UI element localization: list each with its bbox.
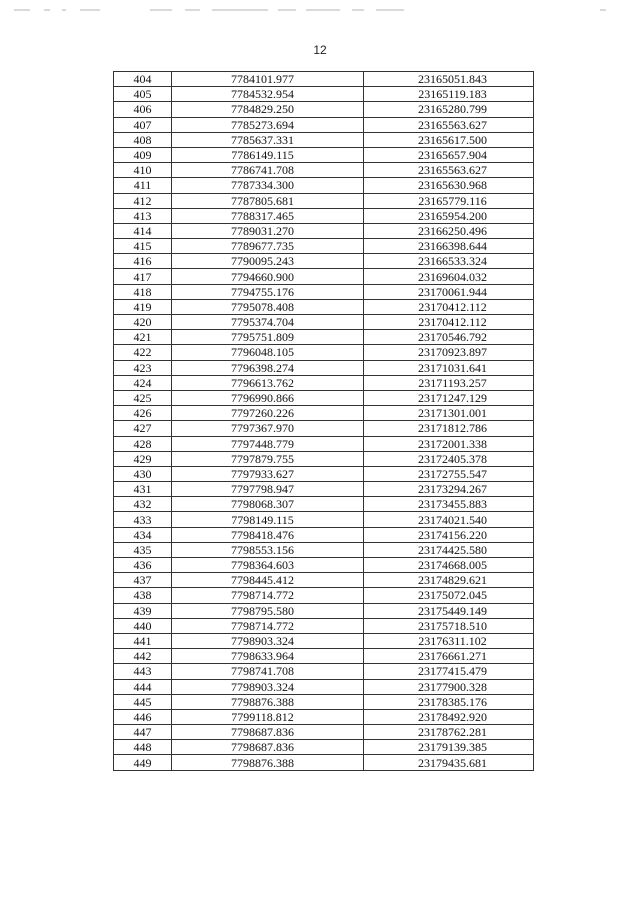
point-number-cell: 411 [114, 178, 172, 193]
point-number-cell: 408 [114, 132, 172, 147]
y-coordinate-cell: 23175072.045 [364, 588, 534, 603]
y-coordinate-cell: 23172755.547 [364, 466, 534, 481]
point-number-cell: 446 [114, 709, 172, 724]
y-coordinate-cell: 23165954.200 [364, 208, 534, 223]
y-coordinate-cell: 23165563.627 [364, 163, 534, 178]
point-number-cell: 428 [114, 436, 172, 451]
point-number-cell: 440 [114, 618, 172, 633]
y-coordinate-cell: 23172405.378 [364, 451, 534, 466]
x-coordinate-cell: 7787334.300 [172, 178, 364, 193]
table-row [114, 421, 534, 436]
point-number-cell: 426 [114, 406, 172, 421]
table-row [114, 375, 534, 390]
x-coordinate-cell: 7788317.465 [172, 208, 364, 223]
table-row [114, 573, 534, 588]
table-row [114, 603, 534, 618]
table-row [114, 223, 534, 238]
table-row [114, 72, 534, 87]
point-number-cell: 435 [114, 542, 172, 557]
x-coordinate-cell: 7795374.704 [172, 315, 364, 330]
x-coordinate-cell: 7789677.735 [172, 239, 364, 254]
table-row [114, 451, 534, 466]
table-row [114, 178, 534, 193]
x-coordinate-cell: 7798876.388 [172, 694, 364, 709]
y-coordinate-cell: 23175718.510 [364, 618, 534, 633]
x-coordinate-cell: 7798364.603 [172, 558, 364, 573]
point-number-cell: 415 [114, 239, 172, 254]
point-number-cell: 431 [114, 482, 172, 497]
x-coordinate-cell: 7795751.809 [172, 330, 364, 345]
x-coordinate-cell: 7785637.331 [172, 132, 364, 147]
y-coordinate-cell: 23178385.176 [364, 694, 534, 709]
x-coordinate-cell: 7798741.708 [172, 664, 364, 679]
point-number-cell: 409 [114, 147, 172, 162]
point-number-cell: 414 [114, 223, 172, 238]
y-coordinate-cell: 23165280.799 [364, 102, 534, 117]
table-row [114, 482, 534, 497]
table-row [114, 360, 534, 375]
coordinates-table-container [113, 71, 533, 771]
table-row [114, 299, 534, 314]
point-number-cell: 412 [114, 193, 172, 208]
x-coordinate-cell: 7798876.388 [172, 755, 364, 770]
x-coordinate-cell: 7798418.476 [172, 527, 364, 542]
point-number-cell: 437 [114, 573, 172, 588]
table-row [114, 345, 534, 360]
y-coordinate-cell: 23170412.112 [364, 315, 534, 330]
y-coordinate-cell: 23165657.904 [364, 147, 534, 162]
y-coordinate-cell: 23174829.621 [364, 573, 534, 588]
table-row [114, 649, 534, 664]
y-coordinate-cell: 23172001.338 [364, 436, 534, 451]
point-number-cell: 406 [114, 102, 172, 117]
x-coordinate-cell: 7796990.866 [172, 390, 364, 405]
table-row [114, 390, 534, 405]
table-row [114, 163, 534, 178]
point-number-cell: 441 [114, 633, 172, 648]
x-coordinate-cell: 7798903.324 [172, 633, 364, 648]
y-coordinate-cell: 23171193.257 [364, 375, 534, 390]
x-coordinate-cell: 7797933.627 [172, 466, 364, 481]
y-coordinate-cell: 23171247.129 [364, 390, 534, 405]
point-number-cell: 424 [114, 375, 172, 390]
x-coordinate-cell: 7798445.412 [172, 573, 364, 588]
point-number-cell: 417 [114, 269, 172, 284]
y-coordinate-cell: 23165119.183 [364, 87, 534, 102]
point-number-cell: 413 [114, 208, 172, 223]
x-coordinate-cell: 7794755.176 [172, 284, 364, 299]
x-coordinate-cell: 7798687.836 [172, 740, 364, 755]
y-coordinate-cell: 23171031.641 [364, 360, 534, 375]
table-row [114, 315, 534, 330]
y-coordinate-cell: 23175449.149 [364, 603, 534, 618]
table-row [114, 497, 534, 512]
point-number-cell: 420 [114, 315, 172, 330]
y-coordinate-cell: 23178492.920 [364, 709, 534, 724]
point-number-cell: 429 [114, 451, 172, 466]
point-number-cell: 425 [114, 390, 172, 405]
point-number-cell: 448 [114, 740, 172, 755]
y-coordinate-cell: 23179139.385 [364, 740, 534, 755]
point-number-cell: 436 [114, 558, 172, 573]
table-row [114, 725, 534, 740]
x-coordinate-cell: 7796048.105 [172, 345, 364, 360]
table-row [114, 117, 534, 132]
y-coordinate-cell: 23165563.627 [364, 117, 534, 132]
point-number-cell: 422 [114, 345, 172, 360]
x-coordinate-cell: 7784101.977 [172, 72, 364, 87]
y-coordinate-cell: 23173294.267 [364, 482, 534, 497]
table-row [114, 542, 534, 557]
x-coordinate-cell: 7790095.243 [172, 254, 364, 269]
table-row [114, 694, 534, 709]
x-coordinate-cell: 7799118.812 [172, 709, 364, 724]
table-row [114, 102, 534, 117]
y-coordinate-cell: 23174425.580 [364, 542, 534, 557]
y-coordinate-cell: 23179435.681 [364, 755, 534, 770]
x-coordinate-cell: 7786149.115 [172, 147, 364, 162]
point-number-cell: 418 [114, 284, 172, 299]
y-coordinate-cell: 23174156.220 [364, 527, 534, 542]
y-coordinate-cell: 23170546.792 [364, 330, 534, 345]
x-coordinate-cell: 7798903.324 [172, 679, 364, 694]
y-coordinate-cell: 23170061.944 [364, 284, 534, 299]
table-row [114, 664, 534, 679]
table-row [114, 193, 534, 208]
y-coordinate-cell: 23174021.540 [364, 512, 534, 527]
table-row [114, 740, 534, 755]
table-row [114, 406, 534, 421]
point-number-cell: 430 [114, 466, 172, 481]
table-row [114, 436, 534, 451]
point-number-cell: 439 [114, 603, 172, 618]
table-row [114, 618, 534, 633]
point-number-cell: 410 [114, 163, 172, 178]
x-coordinate-cell: 7798687.836 [172, 725, 364, 740]
x-coordinate-cell: 7798068.307 [172, 497, 364, 512]
table-row [114, 755, 534, 770]
y-coordinate-cell: 23165617.500 [364, 132, 534, 147]
x-coordinate-cell: 7797367.970 [172, 421, 364, 436]
table-row [114, 132, 534, 147]
x-coordinate-cell: 7798714.772 [172, 618, 364, 633]
table-row [114, 147, 534, 162]
x-coordinate-cell: 7798553.156 [172, 542, 364, 557]
x-coordinate-cell: 7798149.115 [172, 512, 364, 527]
x-coordinate-cell: 7784532.954 [172, 87, 364, 102]
x-coordinate-cell: 7785273.694 [172, 117, 364, 132]
table-row [114, 269, 534, 284]
table-row [114, 709, 534, 724]
table-row [114, 633, 534, 648]
point-number-cell: 421 [114, 330, 172, 345]
table-row [114, 254, 534, 269]
x-coordinate-cell: 7795078.408 [172, 299, 364, 314]
point-number-cell: 405 [114, 87, 172, 102]
table-row [114, 679, 534, 694]
table-row [114, 330, 534, 345]
y-coordinate-cell: 23173455.883 [364, 497, 534, 512]
table-row [114, 527, 534, 542]
y-coordinate-cell: 23176311.102 [364, 633, 534, 648]
y-coordinate-cell: 23165051.843 [364, 72, 534, 87]
coordinates-table-body [114, 72, 534, 771]
x-coordinate-cell: 7789031.270 [172, 223, 364, 238]
table-row [114, 208, 534, 223]
point-number-cell: 419 [114, 299, 172, 314]
point-number-cell: 434 [114, 527, 172, 542]
y-coordinate-cell: 23169604.032 [364, 269, 534, 284]
table-row [114, 284, 534, 299]
x-coordinate-cell: 7798633.964 [172, 649, 364, 664]
point-number-cell: 443 [114, 664, 172, 679]
x-coordinate-cell: 7797448.779 [172, 436, 364, 451]
point-number-cell: 442 [114, 649, 172, 664]
scan-header-noise [0, 0, 640, 16]
table-row [114, 466, 534, 481]
x-coordinate-cell: 7794660.900 [172, 269, 364, 284]
x-coordinate-cell: 7796398.274 [172, 360, 364, 375]
y-coordinate-cell: 23165779.116 [364, 193, 534, 208]
point-number-cell: 438 [114, 588, 172, 603]
point-number-cell: 423 [114, 360, 172, 375]
point-number-cell: 404 [114, 72, 172, 87]
point-number-cell: 407 [114, 117, 172, 132]
y-coordinate-cell: 23171812.786 [364, 421, 534, 436]
page-number: 12 [313, 43, 327, 57]
table-row [114, 588, 534, 603]
x-coordinate-cell: 7787805.681 [172, 193, 364, 208]
x-coordinate-cell: 7784829.250 [172, 102, 364, 117]
x-coordinate-cell: 7798795.580 [172, 603, 364, 618]
point-number-cell: 445 [114, 694, 172, 709]
table-row [114, 87, 534, 102]
x-coordinate-cell: 7797260.226 [172, 406, 364, 421]
x-coordinate-cell: 7797879.755 [172, 451, 364, 466]
y-coordinate-cell: 23176661.271 [364, 649, 534, 664]
point-number-cell: 449 [114, 755, 172, 770]
table-row [114, 239, 534, 254]
y-coordinate-cell: 23177900.328 [364, 679, 534, 694]
x-coordinate-cell: 7796613.762 [172, 375, 364, 390]
x-coordinate-cell: 7797798.947 [172, 482, 364, 497]
y-coordinate-cell: 23166250.496 [364, 223, 534, 238]
y-coordinate-cell: 23166533.324 [364, 254, 534, 269]
point-number-cell: 432 [114, 497, 172, 512]
y-coordinate-cell: 23177415.479 [364, 664, 534, 679]
y-coordinate-cell: 23170412.112 [364, 299, 534, 314]
point-number-cell: 427 [114, 421, 172, 436]
y-coordinate-cell: 23165630.968 [364, 178, 534, 193]
table-row [114, 512, 534, 527]
point-number-cell: 433 [114, 512, 172, 527]
point-number-cell: 416 [114, 254, 172, 269]
coordinates-table [113, 71, 534, 771]
y-coordinate-cell: 23171301.001 [364, 406, 534, 421]
x-coordinate-cell: 7786741.708 [172, 163, 364, 178]
y-coordinate-cell: 23178762.281 [364, 725, 534, 740]
y-coordinate-cell: 23170923.897 [364, 345, 534, 360]
x-coordinate-cell: 7798714.772 [172, 588, 364, 603]
table-row [114, 558, 534, 573]
y-coordinate-cell: 23166398.644 [364, 239, 534, 254]
point-number-cell: 444 [114, 679, 172, 694]
point-number-cell: 447 [114, 725, 172, 740]
y-coordinate-cell: 23174668.005 [364, 558, 534, 573]
